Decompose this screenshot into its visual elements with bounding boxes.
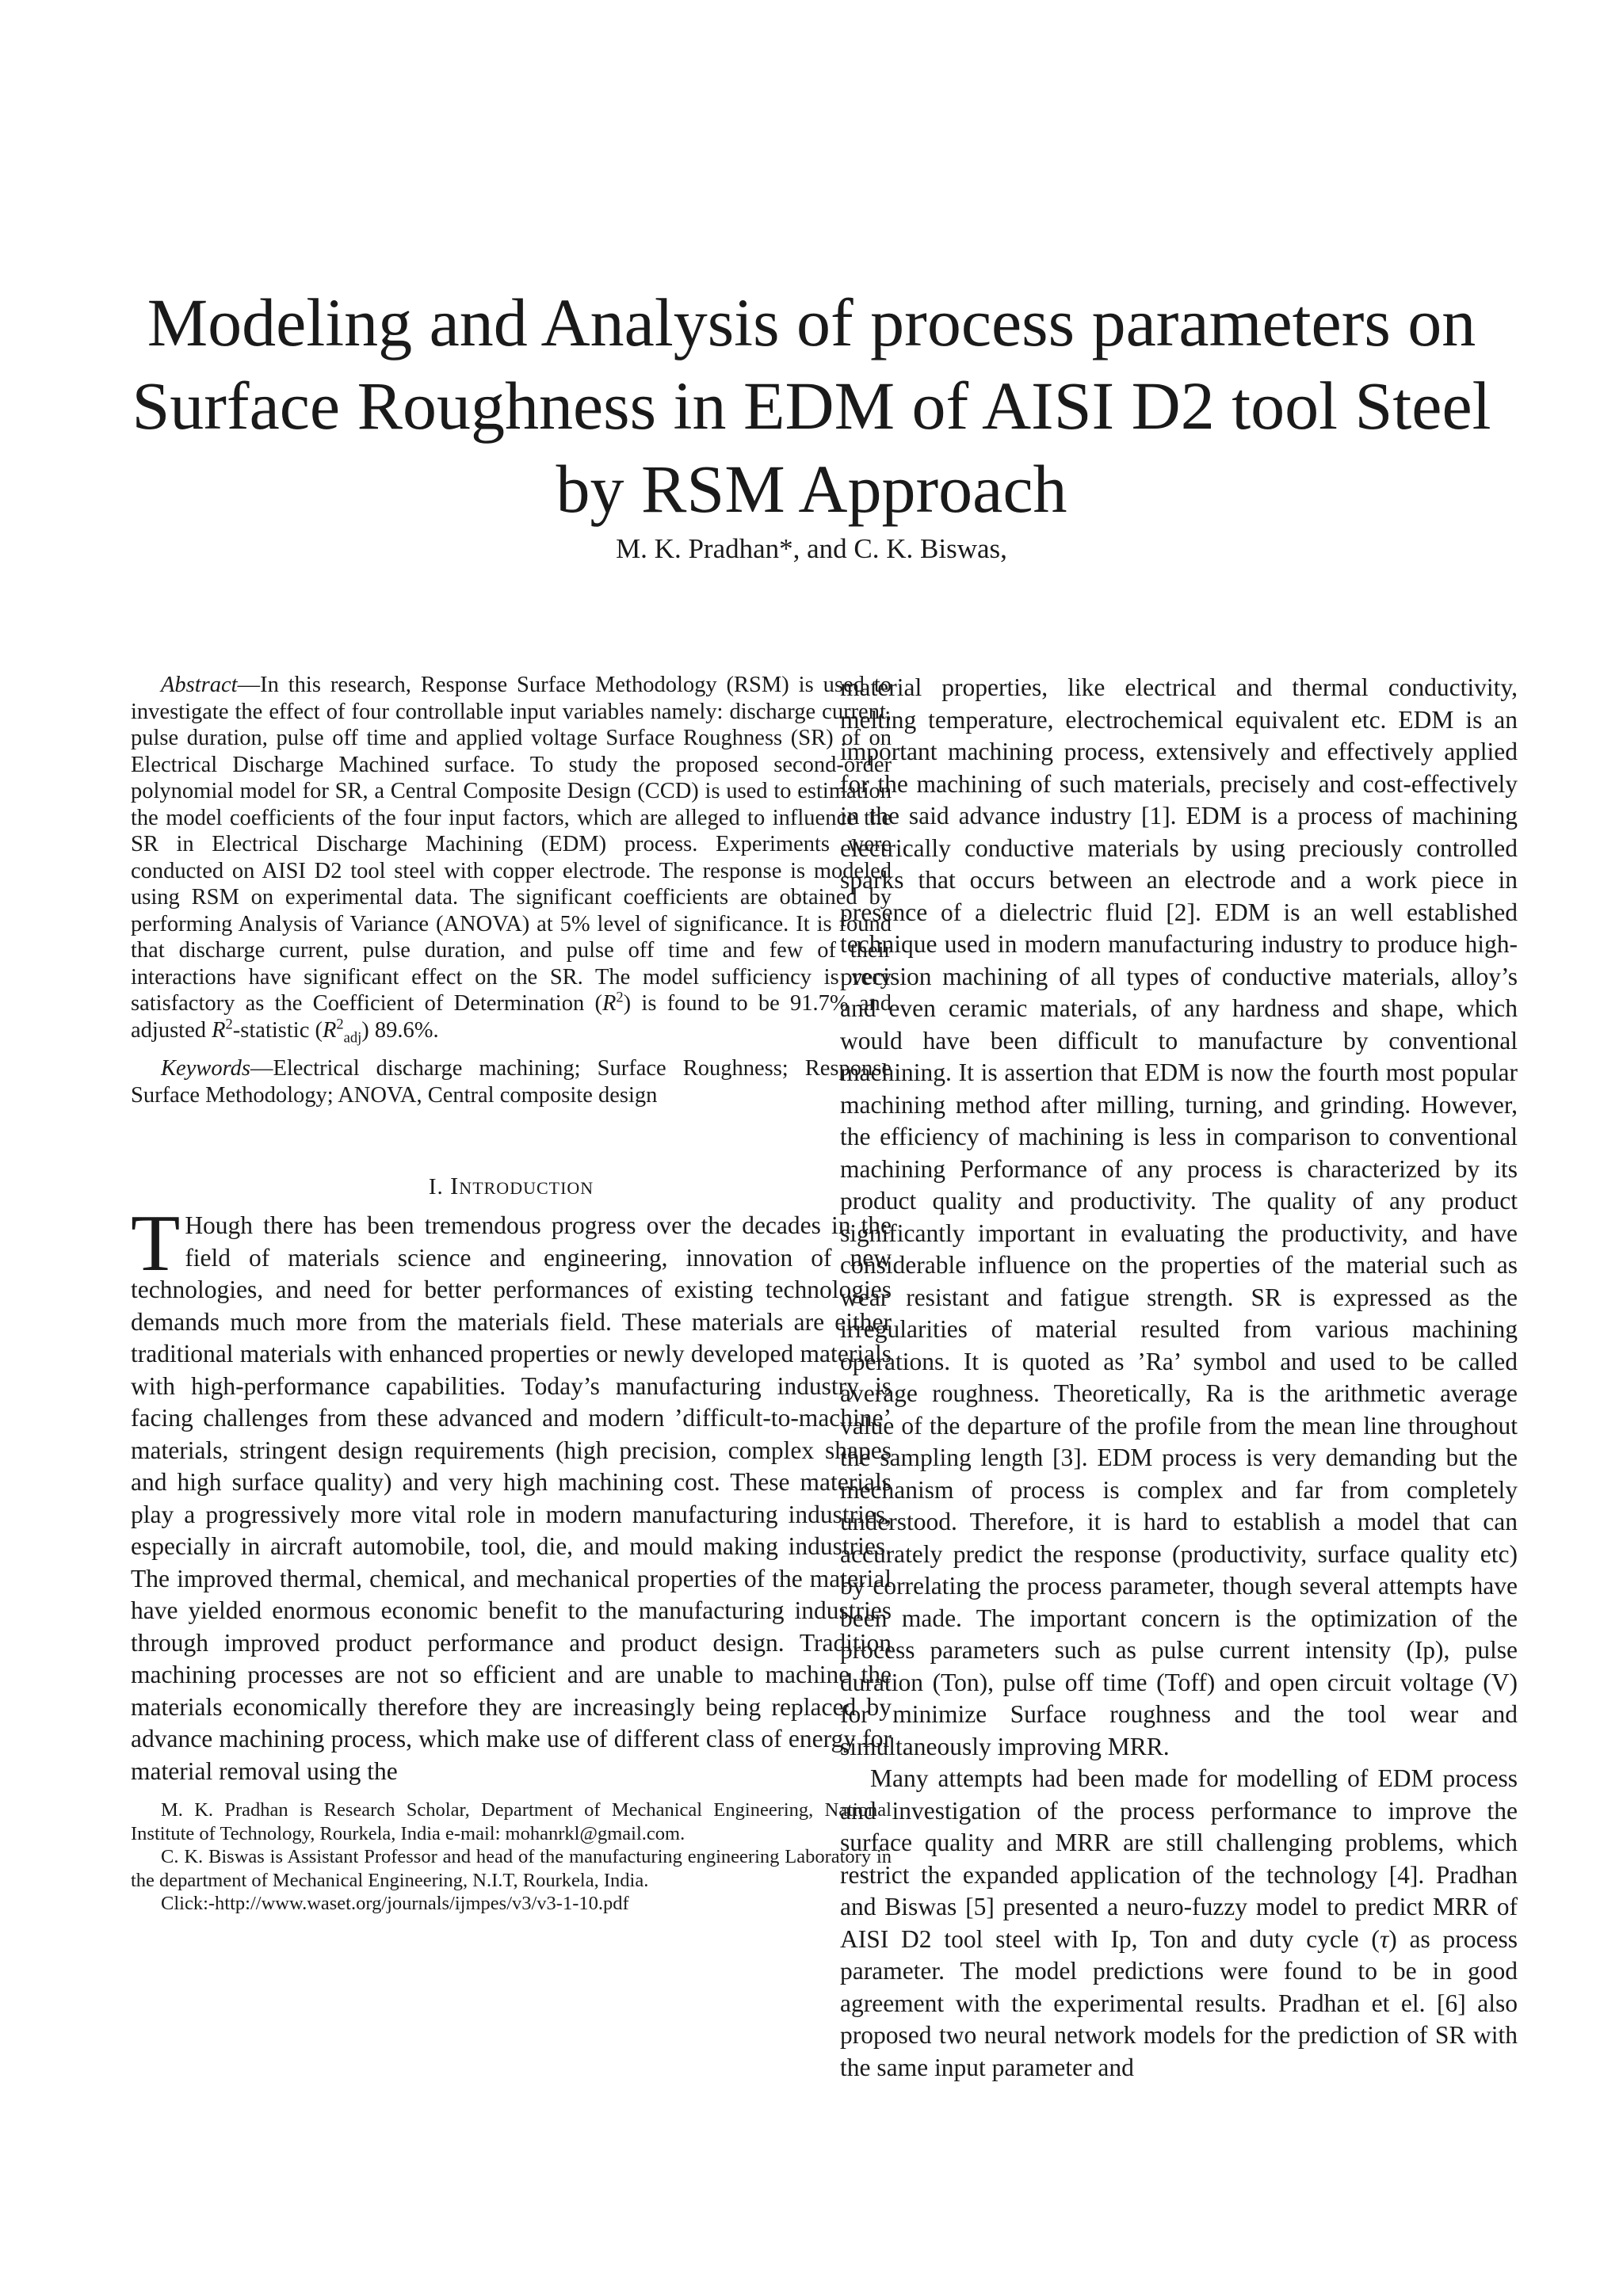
intro-paragraph: T Hough there has been tremendous progress over the decades in the field of materials science and engineering, innovation of new technologies, and need for better performances of existing technologies demands much more from the materials field. These materials are either traditional materials with enhanced properties or newly developed materials with high-performance capabilities. Today’s manufacturing industry is facing challenges from these advanced and modern ’difficult-to-machine’ materials, stringent design requirements (high precision, complex shapes and high surface quality) and very high machining cost. These materials play a progressively more vital role in modern manufacturing industries, especially in aircraft automobile, tool, die, and mould making industries. The improved thermal, chemical, and mechanical properties of the material have yielded enormous economic benefit to the manufacturing industries through improved product performance and product design. Tradition machining processes are not so efficient and are unable to machine the materials economically therefore they are increasingly being replaced by advance machining process, which make use of different class of energy for material removal using the	[131, 1199, 892, 1785]
title-line-2: Surface Roughness in EDM of AISI D2 tool Steel	[132, 368, 1491, 444]
abstract: Abstract—In this research, Response Surface Methodology (RSM) is used to investigate the effect of four controllable input variables namely: discharge current, pulse duration, pulse off time and applied voltage Surface Roughness (SR) of on Electrical Discharge Machined surface. To study the proposed second-order polynomial model for SR, a Central Composite Design (CCD) is used to estimation the model coefficients of the four input factors, which are alleged to influence the SR in Electrical Discharge Machining (EDM) process. Experiments were conducted on AISI D2 tool steel with copper electrode. The response is modeled using RSM on experimental data. The significant coefficients are obtained by performing Analysis of Variance (ANOVA) at 5% level of significance. It is found that discharge current, pulse duration, and pulse off time and few of their interactions have significant effect on the SR. The model sufficiency is very satisfactory as the Coefficient of Determination $(R^2)$ is found to be 91.7% and adjusted $R^2$-statistic $(R^2_{adj})$ 89.6%.	[131, 673, 892, 1047]
title-line-3: by RSM Approach	[556, 451, 1067, 527]
left-column	[131, 672, 892, 1916]
keywords: Keywords—Electrical discharge machining; Surface Roughness; Response Surface Methodology; ANOVA, Central composite design	[131, 1056, 892, 1108]
keywords-label: Keywords	[161, 1056, 250, 1081]
footnote-link: Click:-http://www.waset.org/journals/ijmpes/v3/v3-1-10.pdf	[161, 1893, 629, 1914]
paper-title	[95, 281, 1528, 531]
abstract-label: Abstract	[161, 673, 238, 697]
title-line-1: Modeling and Analysis of process parameters on	[147, 284, 1476, 360]
right-column	[840, 672, 1518, 2084]
footnote-author-2: C. K. Biswas is Assistant Professor and head of the manufacturing engineering Laboratory in the department of Mechanical Engineering, N.I.T, Rourkela, India.	[131, 1846, 892, 1891]
body-paragraph-1: material properties, like electrical and thermal conductivity, melting temperature, electrochemical equivalent etc. EDM is an important machining process, extensively and effectively applied for the machining of such materials, precisely and cost-effectively in the said advance industry [1]. EDM is a process of machining electrically conductive materials by using preciously controlled sparks that occurs between an electrode and a work piece in presence of a dielectric fluid [2]. EDM is an well established technique used in modern manufacturing industry to produce high-precision machining of all types of conductive materials, alloy’s and even ceramic materials, of any hardness and shape, which would have been difficult to manufacture by conventional machining. It is assertion that EDM is now the fourth most popular machining method after milling, turning, and grinding. However, the efficiency of machining is less in comparison to conventional machining Performance of any process is characterized by its product quality and productivity. The quality of any product significantly important in evaluating the productivity, and have considerable influence on the properties of the material such as wear resistant and fatigue strength. SR is expressed as the irregularities of material resulted from various machining operations. It is quoted as ’Ra’ symbol and used to be called average roughness. Theoretically, Ra is the arithmetic average value of the departure of the profile from the mean line throughout the sampling length [3]. EDM process is very demanding but the mechanism of process is complex and far from completely understood. Therefore, it is hard to establish a model that can accurately predict the response (productivity, surface quality etc) by correlating the process parameter, though several attempts have been made. The important concern is the optimization of the process parameters such as pulse current intensity (Ip), pulse duration (Ton), pulse off time (Toff) and open circuit voltage (V) for minimize Surface roughness and the tool wear and simultaneously improving MRR.	[840, 673, 1518, 1760]
author-list: M. K. Pradhan*, and C. K. Biswas,	[616, 533, 1007, 564]
section-heading-introduction: I. Introduction	[428, 1172, 594, 1199]
footnote-separator	[131, 1787, 892, 1798]
footnote-author-1: M. K. Pradhan is Research Scholar, Department of Mechanical Engineering, National Institute of Technology, Rourkela, India e-mail: mohanrkl@gmail.com.	[131, 1799, 892, 1844]
drop-cap: T	[131, 1199, 181, 1288]
body-paragraph-2: Many attempts had been made for modelling of EDM process and investigation of the process performance to improve the surface quality and MRR are still challenging problems, which restrict the expanded application of the technology [4]. Pradhan and Biswas [5] presented a neuro-fuzzy model to predict MRR of AISI D2 tool steel with Ip, Ton and duty cycle (τ) as process parameter. The model predictions were found to be in good agreement with the experimental results. Pradhan et el. [6] also proposed two neural network models for the prediction of SR with the same input parameter and	[840, 1764, 1518, 2081]
